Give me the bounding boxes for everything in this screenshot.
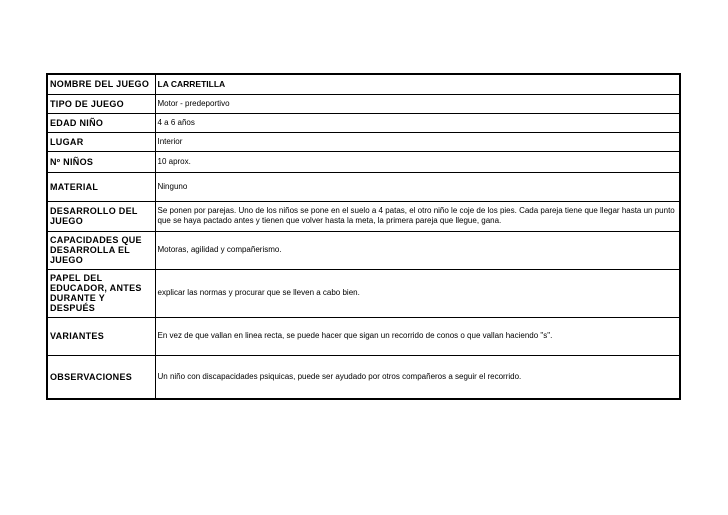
row-value: Motoras, agilidad y compañerismo. (155, 231, 680, 269)
row-value: En vez de que vallan en linea recta, se puede hacer que sigan un recorrido de conos o que vallan haciendo "s". (155, 317, 680, 355)
table-row (47, 355, 680, 399)
table-row (47, 132, 680, 151)
row-label: DESARROLLO DEL JUEGO (47, 201, 155, 231)
table-row (47, 317, 680, 355)
row-label: OBSERVACIONES (47, 355, 155, 399)
row-value: Interior (155, 132, 680, 151)
table-row (47, 231, 680, 269)
row-value: Se ponen por parejas. Uno de los niños se pone en el suelo a 4 patas, el otro niño le coje de los pies. Cada pareja tiene que llegar hasta un punto que se haya pactado antes y tienen que volver hasta la meta, la primera pareja que llegue, gana. (155, 201, 680, 231)
game-card-table (46, 73, 681, 400)
row-value: 4 a 6 años (155, 113, 680, 132)
row-label: TIPO DE JUEGO (47, 94, 155, 113)
row-value: Motor - predeportivo (155, 94, 680, 113)
row-label: NOMBRE DEL JUEGO (47, 74, 155, 94)
row-value: Un niño con discapacidades psiquicas, puede ser ayudado por otros compañeros a seguir el recorrido. (155, 355, 680, 399)
row-label: PAPEL DEL EDUCADOR, ANTES DURANTE Y DESPUÉS (47, 269, 155, 317)
table-row (47, 113, 680, 132)
row-label: EDAD NIÑO (47, 113, 155, 132)
row-value: explicar las normas y procurar que se lleven a cabo bien. (155, 269, 680, 317)
row-label: Nº NIÑOS (47, 151, 155, 172)
table-row (47, 201, 680, 231)
table-row (47, 74, 680, 94)
row-value: LA CARRETILLA (155, 74, 680, 94)
table-row (47, 172, 680, 201)
table-row (47, 94, 680, 113)
row-value: Ninguno (155, 172, 680, 201)
table-row (47, 151, 680, 172)
row-label: VARIANTES (47, 317, 155, 355)
row-label: CAPACIDADES QUE DESARROLLA EL JUEGO (47, 231, 155, 269)
row-label: LUGAR (47, 132, 155, 151)
row-value: 10 aprox. (155, 151, 680, 172)
row-label: MATERIAL (47, 172, 155, 201)
table-row (47, 269, 680, 317)
